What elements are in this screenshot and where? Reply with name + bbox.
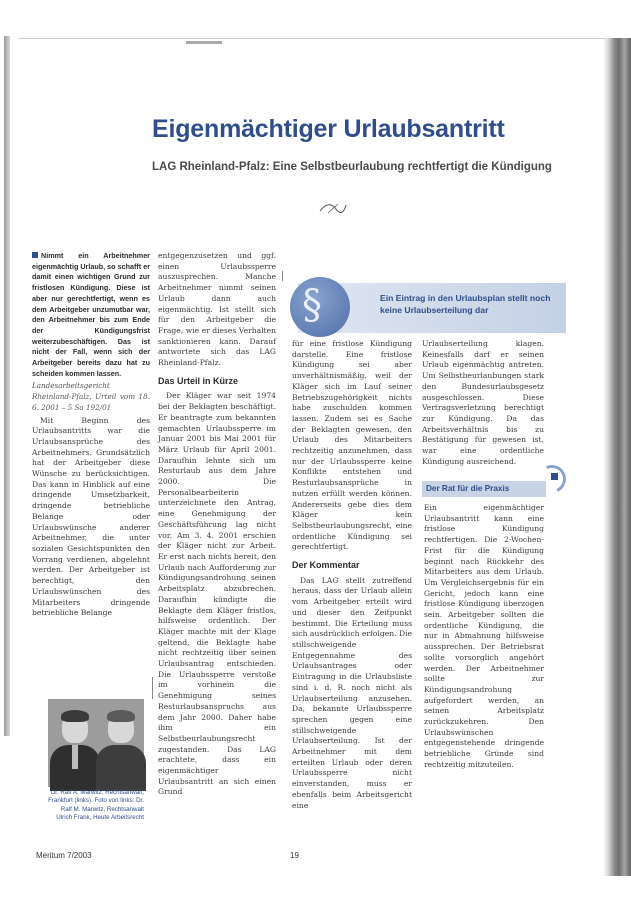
article-subtitle: LAG Rheinland-Pfalz: Eine Selbstbeurlaubung rechtfertigt die Kündigung: [152, 161, 552, 173]
section-heading-urteil: Das Urteil in Kürze: [158, 375, 239, 386]
court-citation: Landesarbeitsgericht Rheinland-Pfalz, Urteil vom 18. 6. 2001 – 5 Sa 192/01: [32, 381, 150, 412]
intro-column: [32, 251, 150, 618]
photo-caption: Dr. Ralf A. Marwitz, Rechtsanwalt, Frankfurt (links). Foto von links: Dr. Ralf M. Marwitz, Rechtsanwalt Ulrich Frank, Heute Arbeitsrecht: [48, 789, 144, 822]
col2-paragraph: Der Kläger war seit 1974 bei der Beklagten beschäftigt. Er beantragte zum bekannten gemachten Urlaubssperre im Januar 2001 bis Mai 2001 für März Urlaub für April 2001. Daraufhin lehnte sich um Resturlaub aus dem Jahre 2000. Die Personalbearbeiterin unterzeichnete den Antrag, eine Genehmigung der Geschäftsführung lag nicht vor. Am 3. 4. 2001 erschien der Kläger nicht zur Arbeit. Er erst nach nichts bereit, den Urlaub nach Aufforderung zur Kündigungsandrohung seinen Arbeitsplatz abzubrechen. Daraufhin kündigte die Beklagte dem Kläger fristlos, hilfsweise ordentlich. Der Kläger machte mit der Klage geltend, die Beklagte habe nicht rechtzeitig über seinen Urlaubsantrag entschieden. Die Urlaubssperre verstoße im vorhinein die Genehmigung seines Resturlaubsanspruchs aus dem Jahr 2000. Daher habe ihm ein Selbstbeurlaubungsrecht zugestanden. Das LAG erachtete, dass ein eigenmächtiger Urlaubsantritt an sich einen Grund: [158, 391, 276, 797]
author-photo: [48, 699, 144, 787]
second-column: [158, 251, 276, 861]
teaser-text: Ein Eintrag in den Urlaubsplan stellt noch keine Urlaubserteilung dar: [380, 293, 551, 315]
article-title: Eigenmächtiger Urlaubsantritt: [152, 115, 505, 143]
col2-paragraph: entgegenzusetzen und ggf. einen Urlaubssperre auszusprechen. Manche Arbeitnehmer nimmt seinen Urlaub dann auch eigenmächtig. Ist stellt sich für den Arbeitgeber die Frage, wie er dieses Verhalten sanktionieren kann. Darauf antwortete sich das LAG Rheinland-Pfalz.: [158, 251, 276, 368]
publication-footer: Meritum 7/2003: [36, 851, 92, 860]
bullet-square-icon: [32, 252, 38, 258]
author-figure: [50, 705, 100, 787]
lead-paragraph: [32, 251, 150, 379]
fourth-column: [422, 339, 544, 474]
squiggle-mark: [318, 201, 348, 215]
corner-square-icon: [551, 473, 558, 480]
article-page: [18, 38, 606, 875]
page-number: 19: [290, 851, 299, 860]
col3-paragraph: für eine fristlose Kündigung darstelle. Eine fristlose Kündigung sei aber unverhältnismäßig, weil der Kläger sich im Lauf seiner Betriebszugehörigkeit nichts habe zuschulden kommen lassen. Zudem sei es Sache der Beklagten gewesen, den Urlaub des Mitarbeiters rechtzeitig anzunehmen, dass nur der Urlaubssperre keine Konflikte entstehen und Resturlaubsansprüche in nutzen erfüllt werden können. Andererseits gebe dies dem Kläger kein Selbstbeurlaubungsrecht, eine ordentliche Kündigung sei gerechtfertigt.: [292, 339, 412, 552]
scan-edge: [4, 36, 10, 736]
teaser-box: [298, 283, 566, 333]
practice-tip-body: Ein eigenmächtiger Urlaubsantritt kann eine fristlose Kündigung rechtfertigen. Die 2-Wochen-Frist für die Kündigung beginnt nach Rückkehr des Mitarbeiters aus dem Urlaub. Um Vergleichsergebnis für ein Gericht, jedoch kann eine fristlose Kündigung überzogen sein. Arbeitgeber sollten die ordentliche Kündigung, die nur in Abmahnung hilfsweise aussprechen. Der Betriebsrat sollte vorsorglich angehört werden. Der Arbeitnehmer sollte zur Kündigungsandrohung aufgefordert werden, an seinen Arbeitsplatz zurückzukehren. Den Urlaubswünschen entgegenstehende dringende betriebliche Gründe sind rechtzeitig mitzuteilen.: [424, 503, 544, 769]
practice-tip-title: Der Rat für die Praxis: [422, 481, 546, 497]
section-heading-kommentar: Der Kommentar: [292, 560, 360, 571]
author-figure: [96, 705, 146, 787]
paragraph-icon: §: [290, 277, 350, 337]
column-mark: [152, 677, 153, 699]
col4-paragraph: Urlaubserteilung klagen. Keinesfalls darf er seinen Urlaub eigenmächtig antreten. Um Selbstbeurlaubungen stark den Bundesurlaubsgesetz ausgeschlossen. Diese Vertragsverletzung berechtigt zur Kündigung. Da das Arbeitsverhältnis bis zu Bestätigung für gewesen ist, war eine ordentliche Kündigung ausreichend.: [422, 339, 544, 466]
column-mark: [282, 271, 283, 281]
third-column: [292, 339, 412, 824]
top-rule: [186, 41, 222, 44]
col3-paragraph: Das LAG stellt zutreffend heraus, dass der Urlaub allein vom Arbeitgeber erteilt wird und dieser den Zeitpunkt bestimmt. Die Erteilung muss sich ausdrücklich erfolgen. Die stillschweigende Entgegennahme des Urlaubsantrages oder Eintragung in die Urlaubsliste sind i. d. R. noch nicht als Urlaubserteilung anzusehen. Da, bekannte Urlaubssperre sprechen gegen eine stillschweigende Urlaubserteilung. Ist der Arbeitnehmer mit dem erteilten Urlaub oder deren Urlaubssperre nicht einverstanden, muss er ebenfalls beim Arbeitsgericht eine: [292, 575, 412, 810]
intro-body: Mit Beginn des Urlaubsantritts war die Urlaubsansprüche des Arbeitnehmers. Grundsätzlich hat der Arbeitgeber diese Wünsche zu berücksichtigen. Das kann in Hinblick auf eine dringende Umsetzbarkeit, dringende betriebliche Belange oder Urlaubswünsche anderer Arbeitnehmer, die unter sozialen Gesichtspunkten den Vorrang verdienen, abgelehnt werden. Der Arbeitgeber ist berechtigt, den Urlaubswünschen des Mitarbeiters dringende betriebliche Belange: [32, 415, 150, 618]
lead-text: Nimmt ein Arbeitnehmer eigenmächtig Urlaub, so schafft er damit einen wichtigen Grund zur fristlosen Kündigung. Diese ist aber nur gerechtfertigt, wenn es dem Arbeitgeber unzumutbar war, den Arbeitnehmer bis zum Ende der Kündigungsfrist weiterzubeschäftigen. Das ist nicht der Fall, wenn sich der Arbeitgeber bereits dazu hat zu scheiden kommen lassen.: [32, 251, 150, 378]
practice-tip-box: [422, 481, 546, 811]
book-spine: [609, 38, 631, 876]
